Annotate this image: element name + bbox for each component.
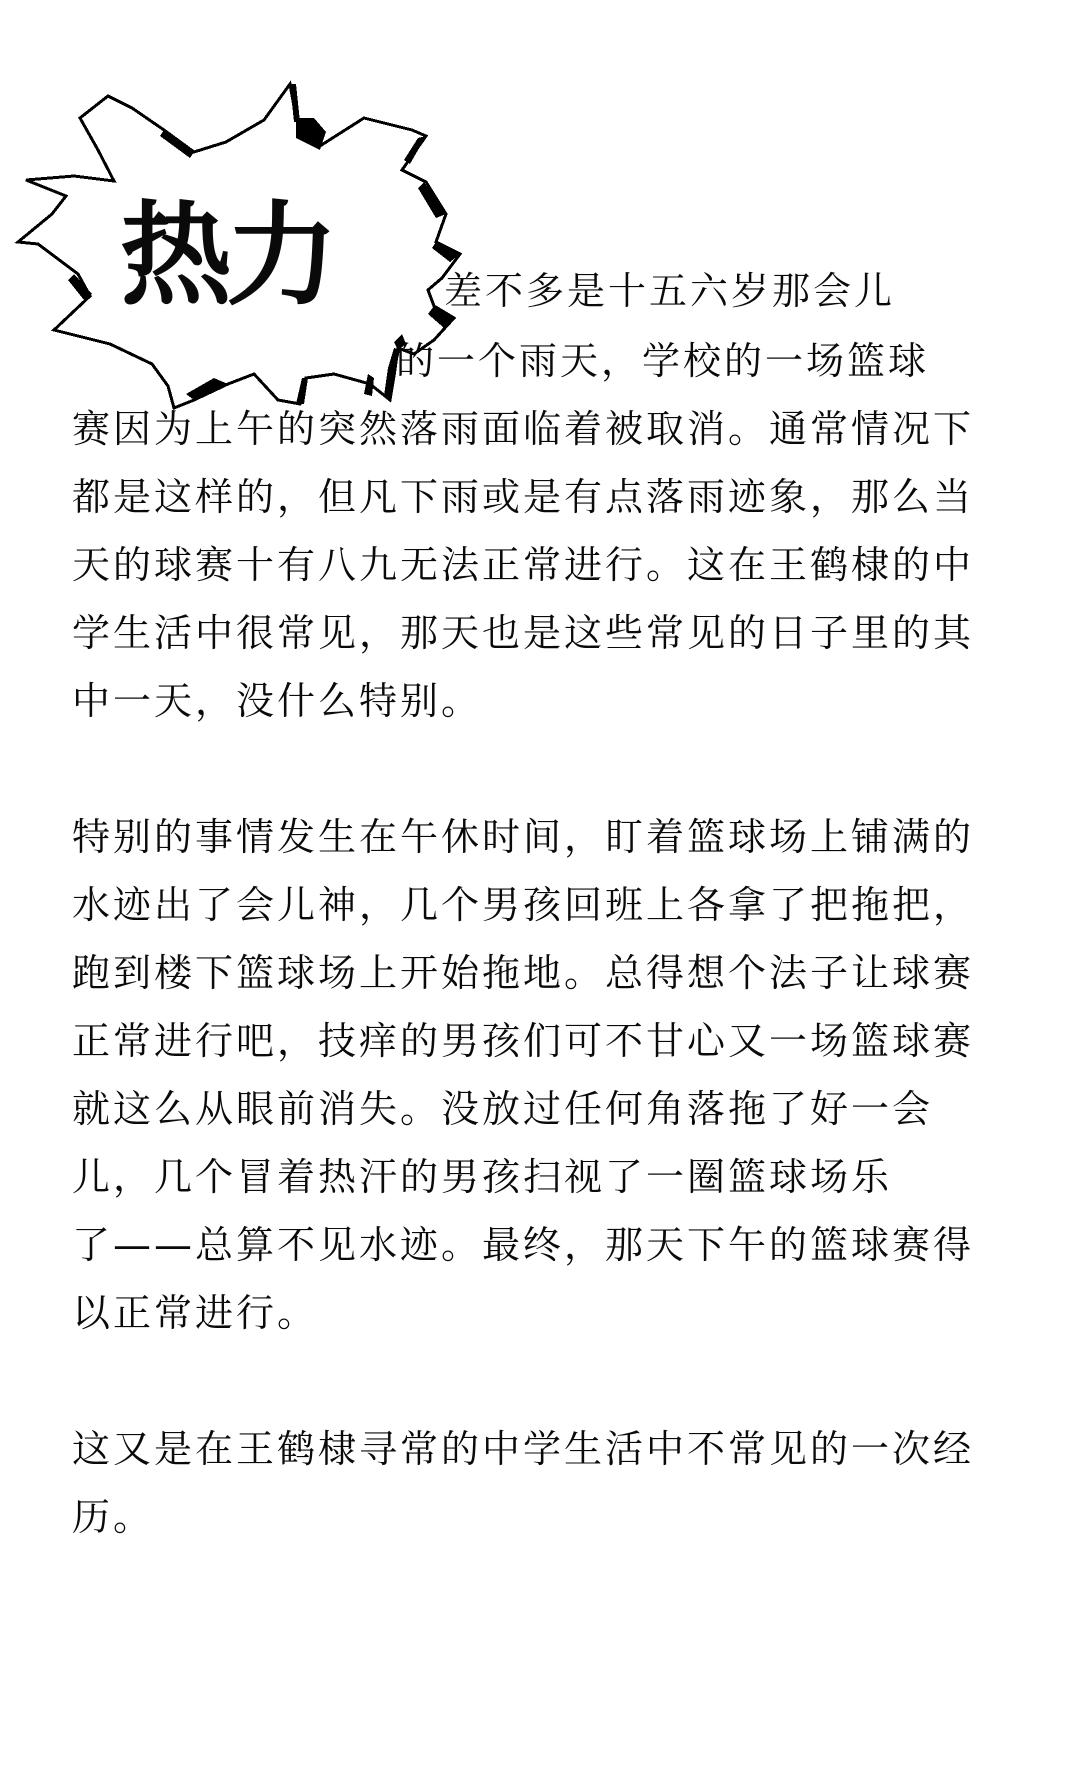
text-line: 都是这样的，但凡下雨或是有点落雨迹象，那么当 xyxy=(72,475,975,519)
text-line: 水迹出了会儿神，几个男孩回班上各拿了把拖把， xyxy=(72,883,975,927)
text-line: 赛因为上午的突然落雨面临着被取消。通常情况下 xyxy=(72,407,975,451)
text-line: 学生活中很常见，那天也是这些常见的日子里的其 xyxy=(72,611,975,655)
title-hot-power: 热力 xyxy=(120,191,332,321)
text-line: 儿，几个冒着热汗的男孩扫视了一圈篮球场乐 xyxy=(72,1155,893,1199)
text-line: 跑到楼下篮球场上开始拖地。总得想个法子让球赛 xyxy=(72,951,975,995)
text-line: 了——总算不见水迹。最终，那天下午的篮球赛得 xyxy=(72,1223,975,1267)
text-line: 以正常进行。 xyxy=(72,1291,319,1335)
text-line: 正常进行吧，技痒的男孩们可不甘心又一场篮球赛 xyxy=(72,1019,975,1063)
text-line: 的一个雨天，学校的一场篮球 xyxy=(396,339,930,383)
text-line: 差不多是十五六岁那会儿 xyxy=(444,269,896,313)
text-line: 历。 xyxy=(72,1495,155,1539)
text-line: 就这么从眼前消失。没放过任何角落拖了好一会 xyxy=(72,1087,934,1131)
text-line: 这又是在王鹤棣寻常的中学生活中不常见的一次经 xyxy=(72,1427,975,1471)
text-line: 天的球赛十有八九无法正常进行。这在王鹤棣的中 xyxy=(72,543,975,587)
text-line: 中一天，没什么特别。 xyxy=(72,679,483,723)
text-line: 特别的事情发生在午休时间，盯着篮球场上铺满的 xyxy=(72,815,975,859)
